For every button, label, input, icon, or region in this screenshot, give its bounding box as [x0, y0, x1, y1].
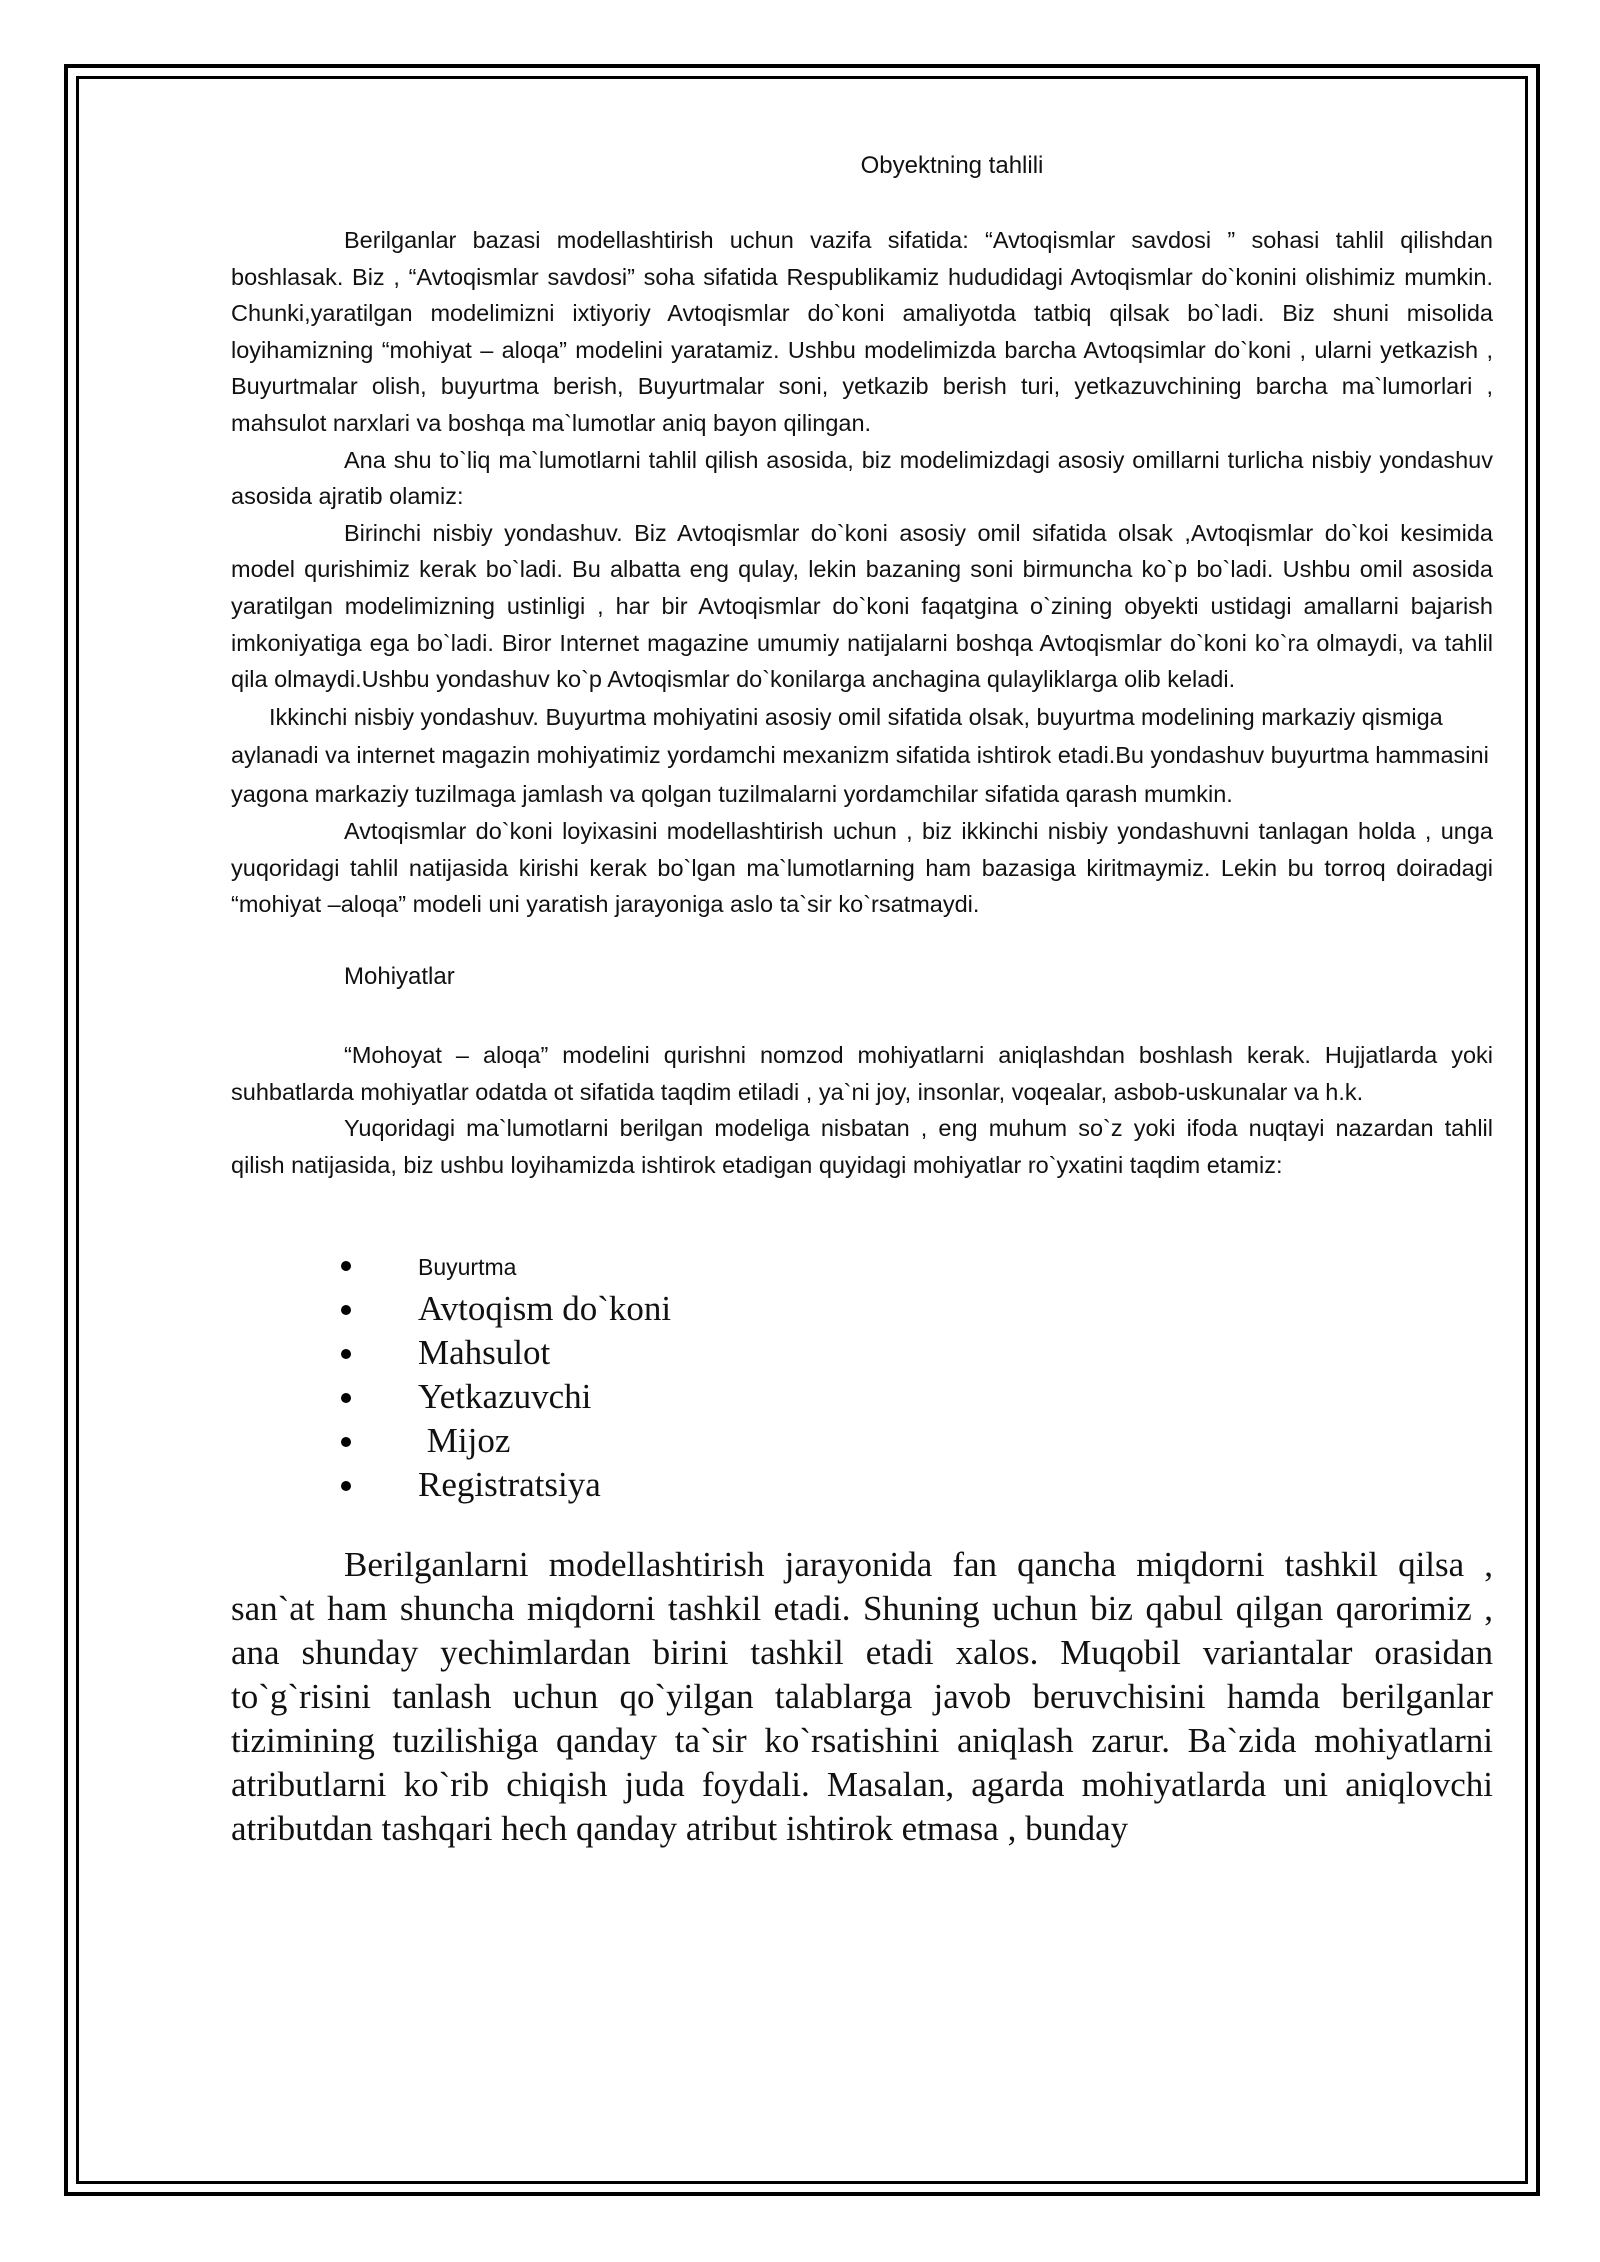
paragraph-second-approach: Ikkinchi nisbiy yondashuv. Buyurtma mohiyatini asosiy omil sifatida olsak, buyurtma modelining markaziy qismiga aylanadi va internet magazin mohiyatimiz yordamchi mexanizm sifatida ishtirok etadi.Bu yondashuv buyurtma hammasini yagona markaziy tuzilmaga jamlash va qolgan tuzilmalarni yordamchilar sifatida qarash mumkin. — [231, 703, 1489, 807]
bullet-icon — [341, 1305, 351, 1315]
list-item: Yetkazuvchi — [341, 1375, 1493, 1419]
list-item: Buyurtma — [341, 1247, 1493, 1287]
bullet-icon — [341, 1261, 351, 1271]
list-item: Mijoz — [341, 1419, 1493, 1463]
entity-list — [231, 1247, 1493, 1507]
list-item: Avtoqism do`koni — [341, 1287, 1493, 1331]
section-heading: Mohiyatlar — [344, 963, 455, 990]
bullet-icon — [341, 1437, 351, 1447]
list-item: Mahsulot — [341, 1331, 1493, 1375]
paragraph-analysis: Ana shu to`liq ma`lumotlarni tahlil qilish asosida, biz modelimizdagi asosiy omillarni turlicha nisbiy yondashuv asosida ajratib olamiz: — [231, 446, 1493, 510]
paragraph-closing: Berilganlarni modellashtirish jarayonida fan qancha miqdorni tashkil qilsa , san`at ham shuncha miqdorni tashkil etadi. Shuning uchun biz qabul qilgan qarorimiz , ana shunday yechimlardan birini tashkil etadi xalos. Muqobil variantalar orasidan to`g`risini tanlash uchun qo`yilgan talablarga javob beruvchisini hamda berilganlar tizimining tuzilishiga qanday ta`sir ko`rsatishini aniqlash zarur. Ba`zida mohiyatlarni atributlarni ko`rib chiqish juda foydali. Masalan, agarda mohiyatlarda uni aniqlovchi atributdan tashqari hech qanday atribut ishtirok etmasa , bunday — [231, 1545, 1493, 1849]
paragraph-choice: Avtoqismlar do`koni loyixasini modellashtirish uchun , biz ikkinchi nisbiy yondashuvni tanlagan holda , unga yuqoridagi tahlil natijasida kirishi kerak bo`lgan ma`lumotlarning ham bazasiga kiritmaymiz. Lekin bu torroq doiradagi “mohiyat –aloqa” modeli uni yaratish jarayoniga aslo ta`sir ko`rsatmaydi. — [231, 818, 1493, 918]
paragraph-entities-list-intro: Yuqoridagi ma`lumotlarni berilgan modeliga nisbatan , eng muhum so`z yoki ifoda nuqtayi nazardan tahlil qilish natijasida, biz ushbu loyihamizda ishtirok etadigan quyidagi mohiyatlar ro`yxatini taqdim etamiz: — [231, 1115, 1493, 1178]
list-item: Registratsiya — [341, 1463, 1493, 1507]
paragraph-first-approach: Birinchi nisbiy yondashuv. Biz Avtoqismlar do`koni asosiy omil sifatida olsak ,Avtoqismlar do`koi kesimida model qurishimiz kerak bo`ladi. Bu albatta eng qulay, lekin bazaning soni birmuncha ko`p bo`ladi. Ushbu omil asosida yaratilgan modelimizning ustinligi , har bir Avtoqismlar do`koni faqatgina o`zining obyekti ustidagi amallarni bajarish imkoniyatiga ega bo`ladi. Biror Internet magazine umumiy natijalarni boshqa Avtoqismlar do`koni ko`ra olmaydi, va tahlil qila olmaydi.Ushbu yondashuv ko`p Avtoqismlar do`konilarga anchagina qulayliklarga olib keladi. — [231, 519, 1493, 693]
document-title: Obyektning tahlili — [860, 152, 1044, 179]
document-body — [231, 150, 1493, 1851]
bullet-icon — [341, 1393, 351, 1403]
bullet-icon — [341, 1349, 351, 1359]
paragraph-intro: Berilganlar bazasi modellashtirish uchun vazifa sifatida: “Avtoqismlar savdosi ” sohasi tahlil qilishdan boshlasak. Biz , “Avtoqismlar savdosi” soha sifatida Respublikamiz hududidagi Avtoqismlar do`konini olishimiz mumkin. Chunki,yaratilgan modelimizni ixtiyoriy Avtoqismlar do`koni amaliyotda tatbiq qilsak bo`ladi. Biz shuni misolida loyihamizning “mohiyat – aloqa” modelini yaratamiz. Ushbu modelimizda barcha Avtoqsimlar do`koni , ularni yetkazish , Buyurtmalar olish, buyurtma berish, Buyurtmalar soni, yetkazib berish turi, yetkazuvchining barcha ma`lumorlari , mahsulot narxlari va boshqa ma`lumotlar aniq bayon qilingan. — [231, 227, 1493, 436]
paragraph-entities-intro: “Mohoyat – aloqa” modelini qurishni nomzod mohiyatlarni aniqlashdan boshlash kerak. Hujjatlarda yoki suhbatlarda mohiyatlar odatda ot sifatida taqdim etiladi , ya`ni joy, insonlar, voqealar, asbob-uskunalar va h.k. — [231, 1042, 1493, 1105]
bullet-icon — [341, 1481, 351, 1491]
